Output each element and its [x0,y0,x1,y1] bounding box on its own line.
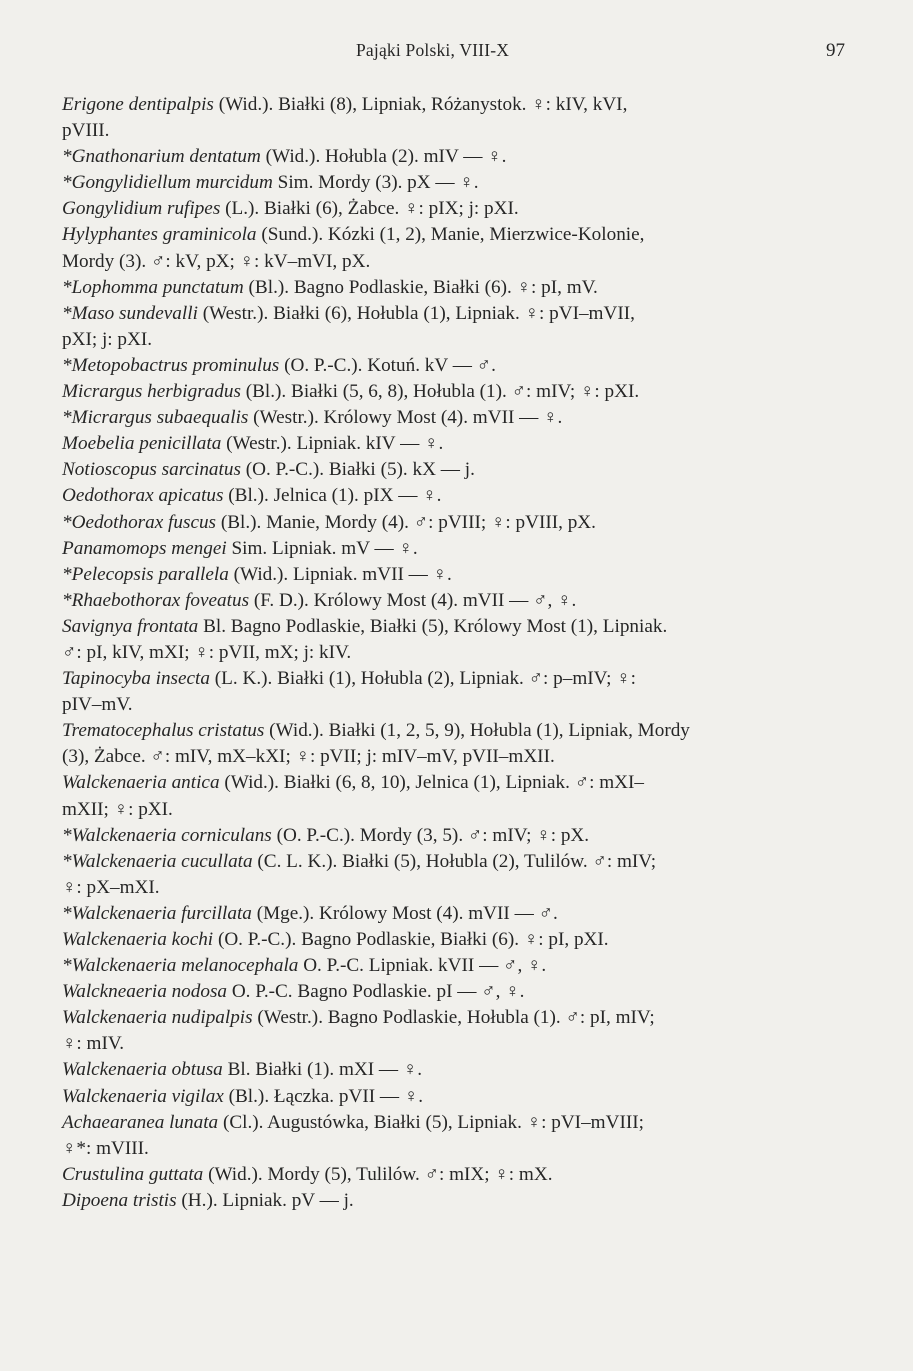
species-entry [62,379,867,405]
species-record: (C. L. K.). Białki (5), Hołubla (2), Tulilów. ♂: mIV; [252,850,657,872]
species-entry [62,823,867,849]
species-record: (Mge.). Królowy Most (4). mVII — ♂. [251,902,558,924]
species-record: (O. P.-C.). Mordy (3, 5). ♂: mIV; ♀: pX. [271,824,590,846]
species-record: (Wid.). Lipniak. mVII — ♀. [228,563,452,585]
species-record-continuation: mXII; ♀: pXI. [62,798,173,820]
species-record: (L.). Białki (6), Żabce. ♀: pIX; j: pXI. [220,198,519,220]
species-record: Sim. Mordy (3). pX — ♀. [272,172,479,194]
species-name: *Micrargus subaequalis [62,407,249,429]
species-entry [62,927,867,953]
species-name: Trematocephalus cristatus [62,720,265,742]
species-entry [62,144,867,170]
species-record: (Bl.). Białki (5, 6, 8), Hołubla (1). ♂: mIV; ♀: pXI. [240,381,640,403]
species-name: Hylyphantes graminicola [62,224,257,246]
species-name: Dipoena tristis [62,1189,177,1211]
species-entry [62,901,867,927]
species-name: Walckenaeria obtusa [62,1059,223,1081]
species-entry [62,1162,867,1188]
species-entry [62,718,867,770]
species-name: Notioscopus sarcinatus [62,459,241,481]
species-record: (O. P.-C.). Białki (5). kX — j. [240,459,475,481]
species-name: *Oedothorax fuscus [62,511,217,533]
species-record-continuation: ♀: mIV. [62,1033,125,1055]
species-record: (L. K.). Białki (1), Hołubla (2), Lipniak. ♂: p–mIV; ♀: [209,668,636,690]
species-name: Walckneaeria nodosa [62,981,228,1003]
species-entry [62,536,867,562]
species-name: *Gnathonarium dentatum [62,146,261,168]
species-record: (O. P.-C.). Bagno Podlaskie, Białki (6). ♀: pI, pXI. [213,929,609,950]
species-record: (Westr.). Bagno Podlaskie, Hołubla (1). ♂: pI, mIV; [252,1007,655,1029]
species-name: Savignya frontata [62,615,199,637]
species-entry [62,301,867,353]
species-name: *Rhaebothorax foveatus [62,589,250,611]
species-entry [62,457,867,483]
running-title: Pająki Polski, VIII-X [356,40,510,60]
species-entry [62,666,867,718]
species-name: *Walckenaeria melanocephala [62,955,299,977]
species-record: Sim. Lipniak. mV — ♀. [226,537,418,559]
species-name: Tapinocyba insecta [62,668,210,690]
species-entry [62,431,867,457]
species-entry [62,1005,867,1057]
species-record-continuation: ♂: pI, kIV, mXI; ♀: pVII, mX; j: kIV. [62,641,352,663]
species-entry [62,483,867,509]
species-name: Oedothorax apicatus [62,485,224,507]
species-name: Erigone dentipalpis [62,94,214,115]
species-record-continuation: (3), Żabce. ♂: mIV, mX–kXI; ♀: pVII; j: mIV–mV, pVII–mXII. [62,746,555,768]
species-record-continuation: pXI; j: pXI. [62,328,153,350]
species-entry [62,1084,867,1110]
species-name: *Walckenaeria cucullata [62,850,253,872]
species-name: Walckenaeria kochi [62,929,214,950]
species-entry [62,1057,867,1083]
species-record: (Westr.). Lipniak. kIV — ♀. [221,433,444,455]
species-entry [62,92,867,144]
species-record: (Bl.). Jelnica (1). pIX — ♀. [223,485,442,507]
species-entry [62,510,867,536]
species-record: (Wid.). Hołubla (2). mIV — ♀. [260,146,507,168]
species-record: O. P.-C. Lipniak. kVII — ♂, ♀. [298,955,547,977]
species-record: (Wid.). Białki (8), Lipniak, Różanystok. ♀: kIV, kVI, [213,94,628,115]
species-name: *Walckenaeria corniculans [62,824,272,846]
species-name: Moebelia penicillata [62,433,222,455]
species-entry [62,1110,867,1162]
species-name: *Maso sundevalli [62,302,198,324]
species-record: (Bl.). Łączka. pVII — ♀. [223,1085,424,1107]
species-name: *Pelecopsis parallela [62,563,229,585]
species-record: O. P.-C. Bagno Podlaskie. pI — ♂, ♀. [227,981,525,1003]
species-record: (H.). Lipniak. pV — j. [176,1189,354,1211]
species-record: (Westr.). Królowy Most (4). mVII — ♀. [248,407,563,429]
species-list [62,92,867,1214]
species-record: Bl. Białki (1). mXI — ♀. [222,1059,423,1081]
species-entry [62,170,867,196]
species-name: Gongylidium rufipes [62,198,221,220]
species-entry [62,979,867,1005]
page-header [0,40,913,66]
species-record: (Wid.). Mordy (5), Tulilów. ♂: mIX; ♀: mX. [203,1163,553,1185]
species-name: *Lophomma punctatum [62,276,244,298]
species-name: *Metopobactrus prominulus [62,354,280,376]
species-record: (Bl.). Bagno Podlaskie, Białki (6). ♀: pI, mV. [243,276,598,298]
species-record-continuation: Mordy (3). ♂: kV, pX; ♀: kV–mVI, pX. [62,250,371,272]
species-entry [62,849,867,901]
species-entry [62,405,867,431]
species-record: Bl. Bagno Podlaskie, Białki (5), Królowy Most (1), Lipniak. [198,615,668,637]
species-record: (Bl.). Manie, Mordy (4). ♂: pVIII; ♀: pVIII, pX. [216,511,596,533]
species-record: (Wid.). Białki (1, 2, 5, 9), Hołubla (1), Lipniak, Mordy [264,720,690,742]
species-entry [62,196,867,222]
species-name: Micrargus herbigradus [62,381,241,403]
species-name: Walckenaeria nudipalpis [62,1007,253,1029]
species-record-continuation: pVIII. [62,120,110,142]
species-name: Crustulina guttata [62,1163,204,1185]
species-record: (O. P.-C.). Kotuń. kV — ♂. [279,354,496,376]
species-entry [62,770,867,822]
species-entry [62,353,867,379]
species-entry [62,588,867,614]
species-entry [62,614,867,666]
species-name: Panamomops mengei [62,537,227,559]
species-record: (Westr.). Białki (6), Hołubla (1), Lipniak. ♀: pVI–mVII, [197,302,635,324]
species-entry [62,953,867,979]
species-record-continuation: ♀: pX–mXI. [62,876,160,898]
page-number: 97 [826,40,845,61]
species-entry [62,1188,867,1214]
species-name: *Gongylidiellum murcidum [62,172,273,194]
species-name: Walckenaeria vigilax [62,1085,224,1107]
species-entry [62,562,867,588]
species-record: (Cl.). Augustówka, Białki (5), Lipniak. ♀: pVI–mVIII; [218,1111,644,1133]
species-record-continuation: ♀*: mVIII. [62,1137,149,1159]
species-name: Walckenaeria antica [62,772,220,794]
species-record: (Wid.). Białki (6, 8, 10), Jelnica (1), Lipniak. ♂: mXI– [219,772,645,794]
species-record-continuation: pIV–mV. [62,694,133,716]
species-entry [62,275,867,301]
species-name: *Walckenaeria furcillata [62,902,252,924]
species-record: (F. D.). Królowy Most (4). mVII — ♂, ♀. [249,589,577,611]
species-name: Achaearanea lunata [62,1111,219,1133]
species-entry [62,222,867,274]
species-record: (Sund.). Kózki (1, 2), Manie, Mierzwice-Kolonie, [256,224,645,246]
